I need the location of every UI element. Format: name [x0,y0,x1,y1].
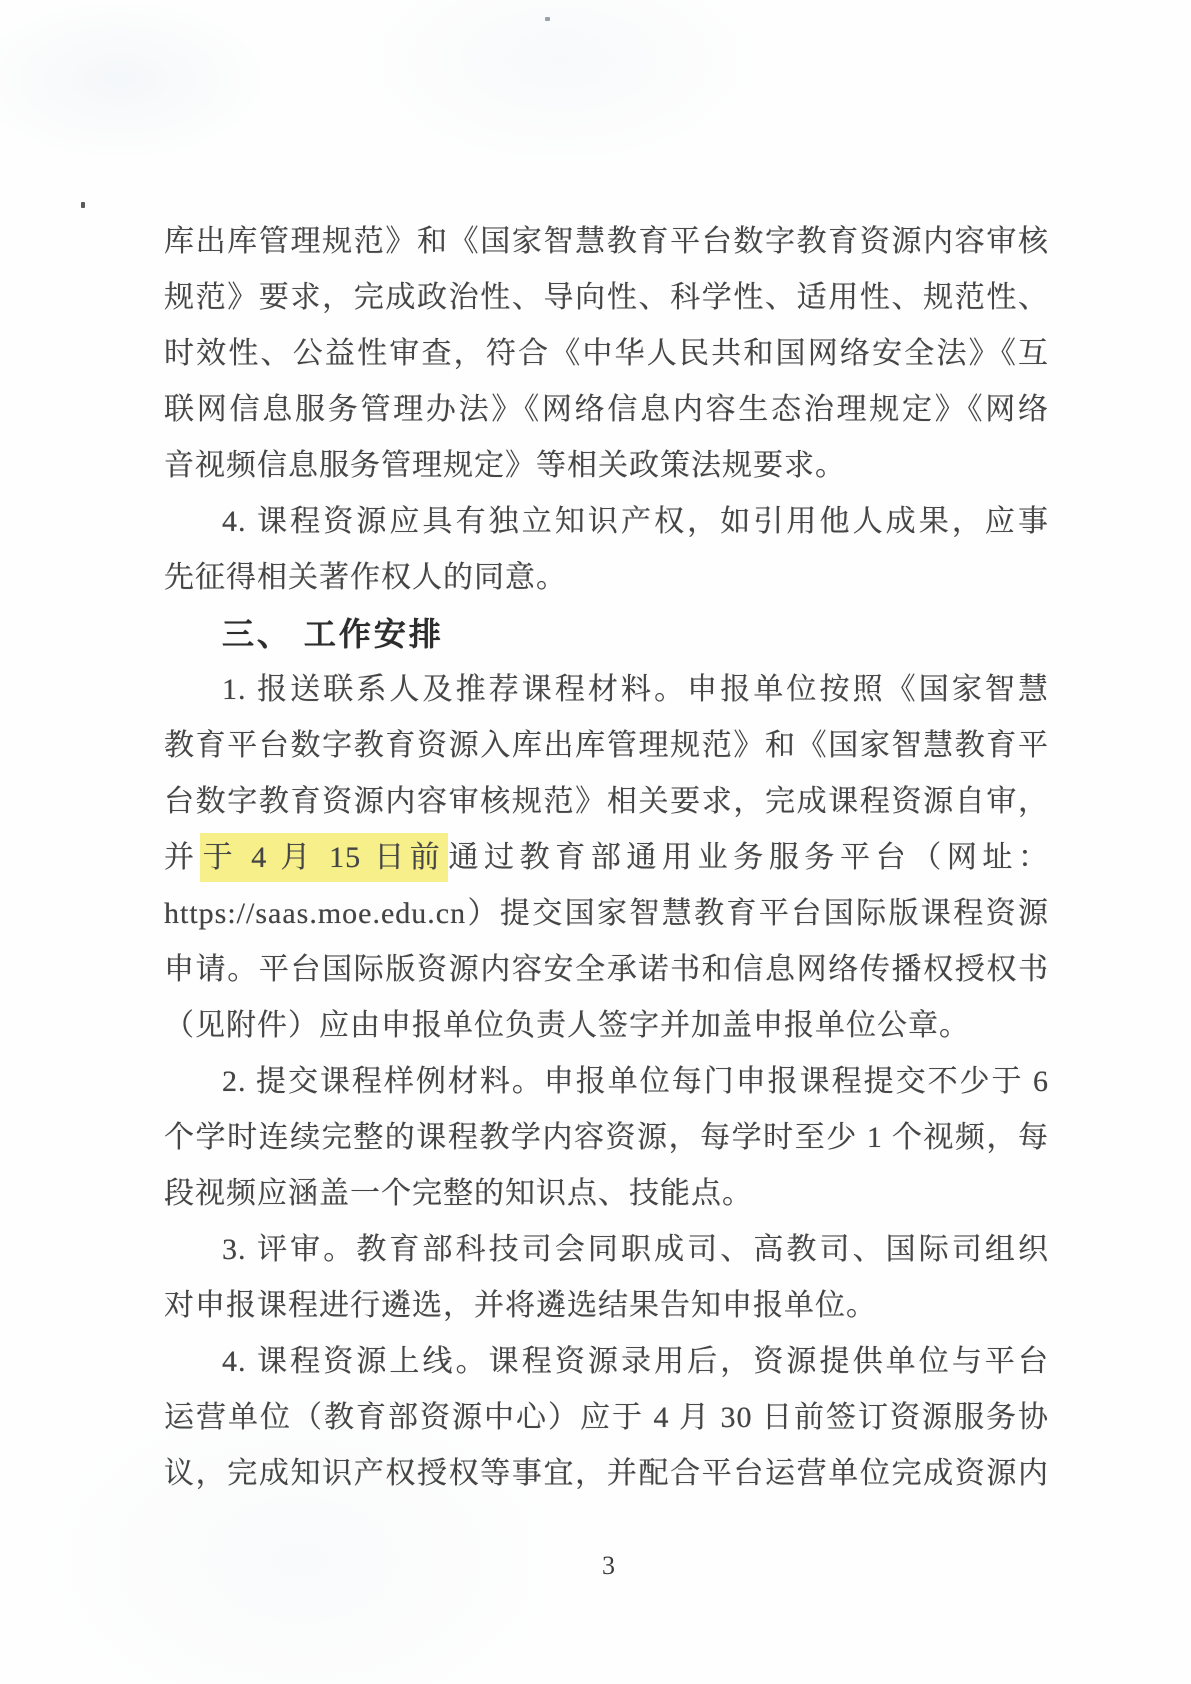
text-line [164,774,1049,830]
highlighted-date-text: 于 4 月 15 日前 [200,833,449,882]
text-line [164,1054,1049,1110]
text-line [164,886,1049,942]
text-segment: 运营单位（教育部资源中心）应于 4 月 30 日前签订资源服务协 [164,1401,1049,1434]
text-segment: 4. 课程资源应具有独立知识产权，如引用他人成果，应事 [222,505,1049,538]
text-line [164,998,1049,1054]
text-segment: 联网信息服务管理办法》《网络信息内容生态治理规定》《网络 [164,393,1049,426]
text-segment: 通过教育部通用业务服务平台（网址： [448,841,1050,874]
scan-speck-top [545,17,550,21]
scan-speck-left [81,202,85,208]
text-segment: 3. 评审。教育部科技司会同职成司、高教司、国际司组织 [222,1233,1049,1266]
text-segment: 规范》要求，完成政治性、导向性、科学性、适用性、规范性、 [164,281,1049,314]
text-segment: 个学时连续完整的课程教学内容资源，每学时至少 1 个视频，每 [164,1121,1049,1154]
text-segment: 音视频信息服务管理规定》等相关政策法规要求。 [164,449,846,482]
text-segment: 4. 课程资源上线。课程资源录用后，资源提供单位与平台 [222,1345,1049,1378]
text-line [164,438,1049,494]
text-line [164,214,1049,270]
text-segment: 并 [164,841,200,874]
text-line [164,662,1049,718]
text-line [164,1390,1049,1446]
text-segment: https://saas.moe.edu.cn）提交国家智慧教育平台国际版课程资源 [164,897,1049,930]
section-heading [164,606,1049,662]
document-body [164,214,1049,1502]
text-line [164,550,1049,606]
text-line [164,718,1049,774]
text-segment: 先征得相关著作权人的同意。 [164,561,567,594]
text-line [164,1278,1049,1334]
text-line [164,270,1049,326]
text-line [164,1446,1049,1502]
text-line [164,1222,1049,1278]
text-segment: 段视频应涵盖一个完整的知识点、技能点。 [164,1177,753,1210]
text-line [164,1166,1049,1222]
text-segment: 时效性、公益性审查，符合《中华人民共和国网络安全法》《互 [164,337,1049,370]
page-number: 3 [602,1551,615,1580]
text-segment: 台数字教育资源内容审核规范》相关要求，完成课程资源自审， [164,785,1049,818]
text-segment: 对申报课程进行遴选，并将遴选结果告知申报单位。 [164,1289,877,1322]
text-segment: 议，完成知识产权授权等事宜，并配合平台运营单位完成资源内 [164,1457,1049,1490]
text-segment: 1. 报送联系人及推荐课程材料。申报单位按照《国家智慧 [222,673,1049,706]
text-segment: 2. 提交课程样例材料。申报单位每门申报课程提交不少于 6 [222,1065,1049,1098]
text-segment: （见附件）应由申报单位负责人签字并加盖申报单位公章。 [164,1009,970,1042]
text-line [164,326,1049,382]
text-line [164,1110,1049,1166]
text-line [164,382,1049,438]
text-segment: 三、 工作安排 [222,616,444,652]
text-line [164,494,1049,550]
text-line [164,1334,1049,1390]
text-line [164,830,1049,886]
text-segment: 库出库管理规范》和《国家智慧教育平台数字教育资源内容审核 [164,225,1049,258]
text-line [164,942,1049,998]
text-segment: 教育平台数字教育资源入库出库管理规范》和《国家智慧教育平 [164,729,1049,762]
text-segment: 申请。平台国际版资源内容安全承诺书和信息网络传播权授权书 [164,953,1049,986]
